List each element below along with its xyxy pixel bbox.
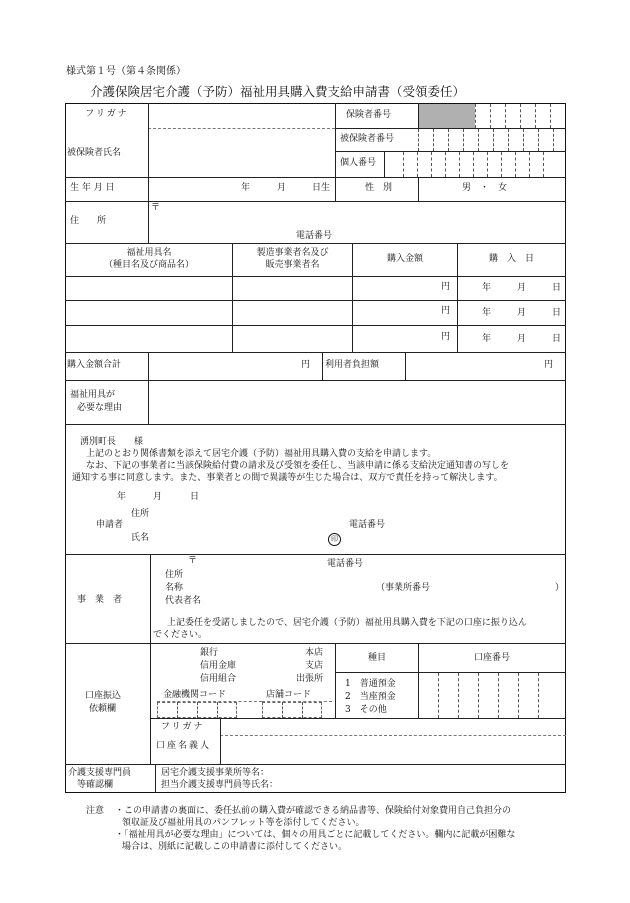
digit-divider: [478, 129, 479, 151]
item-name-header: 福祉用具名: [126, 248, 172, 258]
seller-header: 販売事業者名: [265, 260, 320, 270]
application-paragraph-2-line2: 通知する事に同意します。また、事業者との間で異議等が生じた場合は、双方で責任を持って解決します。: [72, 473, 503, 483]
digit-divider: [418, 129, 419, 151]
office-number-label: （事業所番号: [376, 583, 431, 593]
applicant-phone-label: 電話番号: [349, 520, 386, 530]
note-1-line2: 領収証及び福祉用具のパンフレット等を添付してください。: [122, 818, 365, 828]
digit-divider: [445, 152, 446, 177]
rule: [65, 380, 566, 381]
birth-year-unit: 年: [241, 183, 251, 193]
bank-transfer-label-line1: 口座振込: [85, 691, 122, 701]
digit-divider: [543, 152, 544, 177]
provider-postal-mark: 〒: [188, 556, 198, 566]
rule: [65, 243, 566, 244]
note-2-line1: ・「福祉用具が必要な理由」については、個々の用具ごとに記載してください。欄内に記載が困難な: [115, 830, 516, 840]
digit-divider: [538, 673, 539, 718]
rule: [405, 352, 406, 380]
digit-divider: [217, 702, 218, 718]
rule: [335, 128, 566, 129]
representative-label: 代表者名: [165, 596, 202, 606]
branch-code-label: 店舗コード: [266, 690, 312, 700]
account-type-header: 種目: [367, 653, 386, 663]
amount-header: 購入金額: [386, 254, 423, 264]
reason-label-line2: 必要な理由: [77, 403, 123, 413]
provider-label: 事 業 者: [77, 595, 123, 605]
insured-name-label: 被保険者氏名: [67, 148, 122, 158]
digit-divider: [197, 702, 198, 718]
digit-divider: [501, 152, 502, 177]
digit-divider: [433, 129, 434, 151]
office-number-close: ）: [555, 583, 565, 593]
application-paragraph-2-line1: なお、下記の事業者に当該保険給付費の請求及び受領を委任し、当該申請に係る支給決定通知書の写しを: [86, 461, 510, 471]
digit-divider: [553, 129, 554, 151]
provider-note-line1: 上記委任を受諾しましたので、居宅介護（予防）福祉用具購入費を下記の口座に振り込ん: [167, 618, 527, 628]
digit-divider: [431, 152, 432, 177]
application-year-unit: 年: [117, 492, 127, 502]
row-month: 月: [517, 334, 527, 344]
birth-day-unit: 日生: [312, 183, 331, 193]
digit-divider: [518, 673, 519, 718]
rule: [65, 643, 566, 644]
account-number-header: 口座番号: [473, 653, 510, 663]
digit-divider: [505, 104, 506, 128]
digit-divider: [475, 104, 476, 128]
application-paragraph-1: 上記のとおり関係書類を添えて居宅介護（予防）福祉用具購入費の支給を申請します。: [86, 449, 437, 459]
digit-divider: [535, 104, 536, 128]
provider-note-line2: でください。: [153, 630, 208, 640]
digit-divider: [529, 152, 530, 177]
insurer-number-label: 保険者番号: [346, 110, 392, 120]
rule: [65, 554, 566, 555]
bank-transfer-label-line2: 依頼欄: [89, 704, 117, 714]
row-yen: 円: [441, 306, 451, 316]
furigana-divider: [220, 735, 566, 736]
row-year: 年: [482, 308, 492, 318]
total-yen-unit: 円: [301, 360, 311, 370]
care-manager-label-line2: 等確認欄: [77, 780, 114, 790]
address-label: 住 所: [70, 216, 107, 226]
rule: [384, 151, 385, 177]
rule: [150, 554, 151, 643]
reason-label-line1: 福祉用具が: [70, 390, 116, 400]
digit-divider: [478, 673, 479, 718]
application-month-unit: 月: [153, 492, 163, 502]
digit-divider: [520, 104, 521, 128]
rule: [335, 103, 336, 201]
rule: [65, 177, 566, 178]
digit-divider: [438, 673, 439, 718]
rule: [65, 424, 566, 425]
rule: [148, 103, 149, 201]
digit-divider: [417, 152, 418, 177]
rule: [65, 276, 566, 277]
digit-divider: [508, 129, 509, 151]
bank-type-bank: 銀行: [200, 648, 219, 658]
user-burden-label: 利用者負担額: [325, 360, 380, 370]
rule: [65, 352, 566, 353]
sex-options[interactable]: 男 ・ 女: [462, 183, 508, 193]
digit-divider: [448, 129, 449, 151]
digit-divider: [515, 152, 516, 177]
rule: [155, 764, 156, 793]
rule: [65, 325, 566, 326]
digit-divider: [538, 129, 539, 151]
form-title: 介護保険居宅介護（予防）福祉用具購入費支給申請書（受領委任）: [90, 84, 466, 99]
item-name-subheader: （種目名及び商品名）: [103, 260, 194, 270]
note-2-line2: 場合は、別紙に記載しこの申請書に添付してください。: [122, 842, 348, 852]
digit-divider: [302, 702, 303, 718]
rule: [148, 352, 149, 380]
account-type-ordinary[interactable]: 1 普通預金: [345, 679, 396, 689]
insurer-number-shaded-cell: [419, 104, 475, 128]
care-office-label: 居宅介護支援事業所等名：: [161, 768, 270, 778]
rule: [150, 643, 151, 764]
postal-mark: 〒: [151, 203, 161, 213]
applicant-name-label: 氏名: [131, 533, 150, 543]
row-day: 日: [552, 334, 562, 344]
rule: [418, 177, 419, 201]
account-type-current[interactable]: 2 当座預金: [345, 692, 396, 702]
rule: [322, 352, 323, 380]
applicant-address-label: 住所: [131, 509, 150, 519]
branch-code-box[interactable]: [262, 702, 322, 718]
row-day: 日: [552, 308, 562, 318]
total-amount-label: 購入金額合計: [67, 360, 122, 370]
digit-divider: [498, 673, 499, 718]
digit-divider: [550, 104, 551, 128]
addressee: 湧別町長 様: [80, 437, 144, 447]
phone-label: 電話番号: [296, 231, 333, 241]
maker-header: 製造事業者名及び: [256, 248, 329, 258]
row-yen: 円: [441, 282, 451, 292]
rule: [335, 672, 566, 673]
seal-mark: 印: [328, 533, 341, 546]
provider-phone-label: 電話番号: [327, 559, 364, 569]
birth-month-unit: 月: [277, 183, 287, 193]
row-day: 日: [552, 283, 562, 293]
digit-divider: [473, 152, 474, 177]
application-day-unit: 日: [190, 492, 200, 502]
digit-divider: [177, 702, 178, 718]
digit-divider: [490, 104, 491, 128]
digit-divider: [458, 673, 459, 718]
personal-number-label: 個人番号: [340, 158, 377, 168]
form-number: 様式第１号（第４条関係）: [66, 66, 186, 77]
sex-label: 性 別: [365, 183, 393, 193]
notes-heading: 注意: [86, 806, 105, 816]
row-yen: 円: [441, 332, 451, 342]
form-frame: [65, 103, 566, 793]
digit-divider: [282, 702, 283, 718]
bank-type-kumiai: 信用組合: [200, 674, 237, 684]
rule: [65, 300, 566, 301]
digit-divider: [403, 152, 404, 177]
row-month: 月: [517, 308, 527, 318]
digit-divider: [493, 129, 494, 151]
account-holder-label: 口座名義人: [156, 741, 212, 751]
digit-divider: [459, 152, 460, 177]
note-1-line1: ・この申請書の裏面に、委任払前の購入費が確認できる納品書等、保険給付対象費用自己負担分の: [115, 806, 512, 816]
rule: [220, 718, 221, 764]
rule: [148, 201, 149, 243]
rule: [148, 380, 149, 424]
row-month: 月: [517, 283, 527, 293]
care-person-label: 担当介護支援専門員等氏名：: [161, 780, 279, 790]
branch-type-office: 出張所: [296, 674, 324, 684]
digit-divider: [463, 129, 464, 151]
furigana-label: フリガナ: [85, 109, 129, 119]
digit-divider: [487, 152, 488, 177]
row-year: 年: [482, 283, 492, 293]
birth-date-label: 生 年 月 日: [70, 183, 115, 193]
provider-address-label: 住所: [165, 570, 184, 580]
provider-name-label: 名称: [165, 583, 184, 593]
rule: [335, 151, 566, 152]
bank-type-shinkin: 信用金庫: [200, 661, 237, 671]
branch-type-head: 本店: [305, 648, 324, 658]
rule: [150, 718, 566, 719]
rule: [65, 201, 566, 202]
branch-type-branch: 支店: [305, 661, 324, 671]
row-year: 年: [482, 334, 492, 344]
insured-number-label: 被保険者番号: [340, 134, 395, 144]
rule: [65, 764, 566, 765]
bank-code-label: 金融機関コード: [163, 690, 227, 700]
purchase-date-header: 購 入 日: [488, 254, 534, 264]
account-type-other[interactable]: 3 その他: [345, 705, 387, 715]
care-manager-label-line1: 介護支援専門員: [68, 768, 132, 778]
burden-yen-unit: 円: [544, 360, 554, 370]
applicant-label: 申請者: [96, 520, 124, 530]
furigana-divider: [148, 128, 335, 129]
account-furigana-label: フリガナ: [161, 722, 205, 732]
digit-divider: [523, 129, 524, 151]
